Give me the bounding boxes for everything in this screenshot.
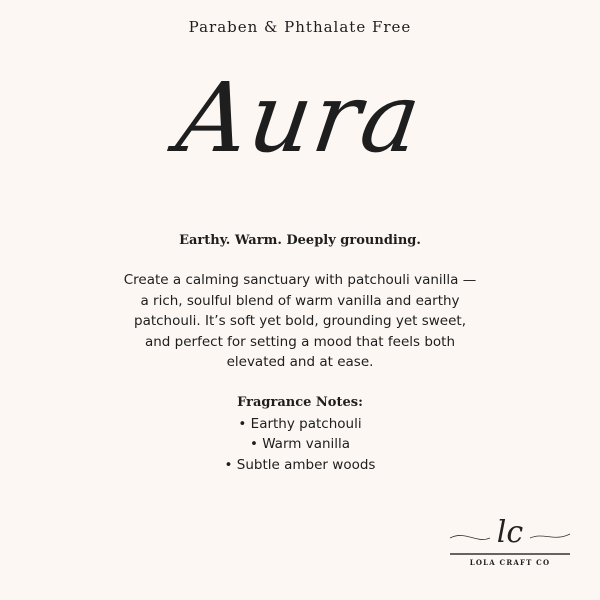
brand-logo [446, 508, 574, 570]
note-item: • Warm vanilla [249, 436, 351, 452]
monogram-logo-icon [446, 508, 574, 558]
description: Create a calming sanctuary with patchouli vanilla — a rich, soulful blend of warm vanilla and earthy patchouli. It’s soft yet bold, grounding yet sweet, and perfect for setting a mood that feels both elevated and at ease. [123, 272, 477, 370]
svg-text:lc: lc [496, 515, 524, 550]
brand-name: LOLA CRAFT CO [469, 558, 551, 567]
tagline: Earthy. Warm. Deeply grounding. [179, 233, 421, 248]
product-title: Aura [170, 62, 430, 174]
note-item: • Earthy patchouli [238, 415, 362, 432]
note-item: • Subtle amber woods [224, 456, 376, 473]
notes-heading: Fragrance Notes: [237, 395, 363, 410]
fragrance-notes [0, 393, 600, 475]
subtitle: Paraben & Phthalate Free [188, 18, 412, 36]
